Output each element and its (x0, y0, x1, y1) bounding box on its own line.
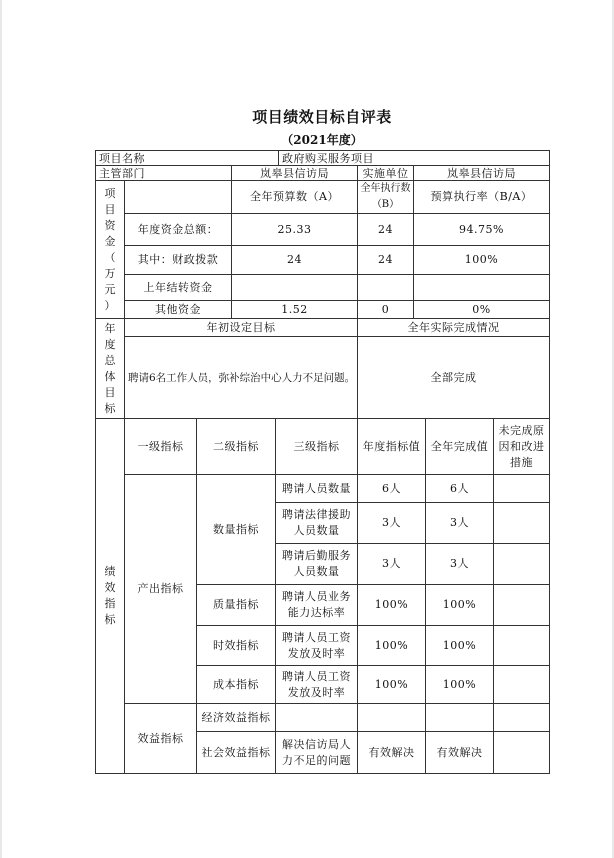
executed-value: 24 (357, 213, 414, 246)
indicator-target: 3人 (357, 502, 426, 544)
executed-value: 24 (357, 245, 414, 275)
indicator-actual: 100% (425, 584, 494, 626)
indicator-name: 聘请人员业务能力达标率 (275, 584, 358, 626)
funds-section (95, 180, 125, 319)
goal-set-value: 聘请6名工作人员，弥补综治中心人力不足问题。 (124, 336, 358, 419)
indicator-target: 6人 (357, 474, 426, 503)
goal-actual-value: 全部完成 (357, 336, 550, 419)
department-value: 岚皋县信访局 (231, 165, 358, 181)
indicator-target: 100% (357, 584, 426, 626)
indicator-actual: 6人 (425, 474, 494, 503)
output-indicator-label: 产出指标 (124, 474, 197, 704)
project-name-value: 政府购买服务项目 (278, 150, 550, 166)
empty-cell (493, 502, 550, 544)
indicator-actual: 3人 (425, 502, 494, 544)
executed-value: 0 (357, 300, 414, 319)
quality-indicator-label: 质量指标 (196, 584, 276, 626)
funds-row-label: 其他资金 (124, 300, 232, 319)
indicators-section (95, 418, 125, 774)
actual-header: 全年完成值 (425, 418, 494, 475)
social-benefit-label: 社会效益指标 (196, 731, 276, 774)
rate-header: 预算执行率（B/A） (413, 180, 550, 214)
empty-cell (425, 703, 494, 732)
budget-value: 24 (231, 245, 358, 275)
goal-set-header: 年初设定目标 (124, 318, 358, 337)
level3-header: 三级指标 (275, 418, 358, 475)
funds-row-label: 年度资金总额： (124, 213, 232, 246)
quantity-indicator-label: 数量指标 (196, 474, 276, 585)
empty-cell (493, 474, 550, 503)
indicator-actual: 100% (425, 665, 494, 704)
department-label: 主管部门 (95, 165, 232, 181)
cost-indicator-label: 成本指标 (196, 665, 276, 704)
empty-cell (493, 703, 550, 732)
budget-value: 25.33 (231, 213, 358, 246)
budget-value: 1.52 (231, 300, 358, 319)
indicator-name: 解决信访局人力不足的问题 (275, 731, 358, 774)
indicator-actual: 3人 (425, 543, 494, 585)
goals-section (95, 318, 125, 419)
empty-cell (275, 703, 358, 732)
timeliness-indicator-label: 时效指标 (196, 625, 276, 666)
indicators-section-label: 绩效指标 (104, 565, 116, 626)
indicator-target: 有效解决 (357, 731, 426, 774)
implementer-value: 岚皋县信访局 (413, 165, 550, 181)
benefit-indicator-label: 效益指标 (124, 703, 197, 774)
form-year: （2021年度） (281, 133, 363, 147)
empty-cell (357, 274, 414, 301)
indicator-name: 聘请人员数量 (275, 474, 358, 503)
rate-value: 94.75% (413, 213, 550, 246)
indicator-target: 100% (357, 625, 426, 666)
funds-row-label: 上年结转资金 (124, 274, 232, 301)
executed-header: 全年执行数（B） (357, 180, 414, 214)
target-header: 年度指标值 (357, 418, 426, 475)
empty-cell (413, 274, 550, 301)
rate-value: 0% (413, 300, 550, 319)
funds-row-label: 其中：财政拨款 (124, 245, 232, 275)
empty-cell (493, 625, 550, 666)
implementer-label: 实施单位 (357, 165, 414, 181)
level2-header: 二级指标 (196, 418, 276, 475)
level1-header: 一级指标 (124, 418, 197, 475)
remarks-header: 未完成原因和改进措施 (493, 418, 550, 475)
form-title: 项目绩效目标自评表 (252, 108, 392, 126)
budget-header: 全年预算数（A） (231, 180, 358, 214)
funds-header-blank (124, 180, 232, 214)
indicator-target: 100% (357, 665, 426, 704)
empty-cell (357, 703, 426, 732)
project-name-label: 项目名称 (95, 150, 279, 166)
indicator-name: 聘请后勤服务人员数量 (275, 543, 358, 585)
funds-section-label: 项目资金（万元） (104, 186, 116, 312)
goals-section-label: 年度总体目标 (104, 321, 116, 415)
empty-cell (493, 665, 550, 704)
empty-cell (493, 584, 550, 626)
indicator-actual: 100% (425, 625, 494, 666)
economic-benefit-label: 经济效益指标 (196, 703, 276, 732)
empty-cell (493, 731, 550, 774)
empty-cell (493, 543, 550, 585)
indicator-name: 聘请人员工资发放及时率 (275, 665, 358, 704)
indicator-target: 3人 (357, 543, 426, 585)
empty-cell (231, 274, 358, 301)
rate-value: 100% (413, 245, 550, 275)
indicator-name: 聘请法律援助人员数量 (275, 502, 358, 544)
goal-actual-header: 全年实际完成情况 (357, 318, 550, 337)
indicator-name: 聘请人员工资发放及时率 (275, 625, 358, 666)
indicator-actual: 有效解决 (425, 731, 494, 774)
